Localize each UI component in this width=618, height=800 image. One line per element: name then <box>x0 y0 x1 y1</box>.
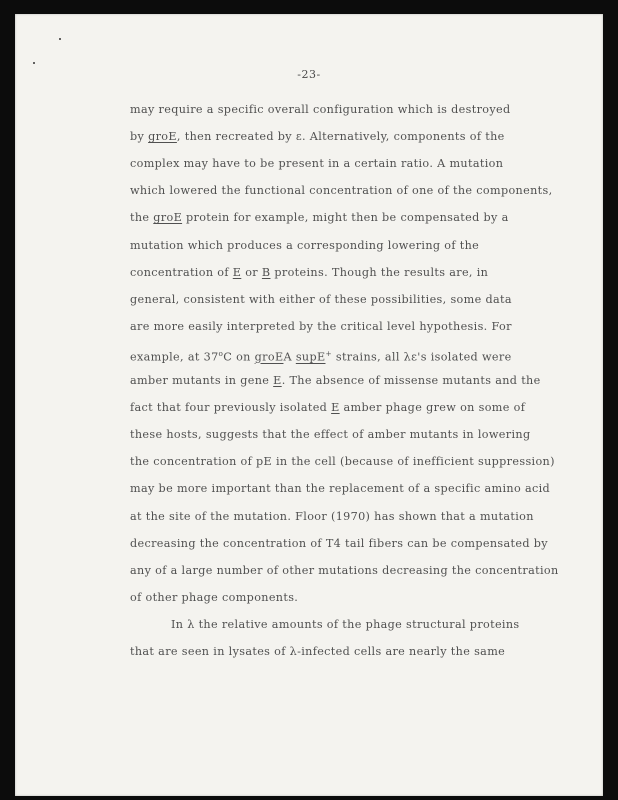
text-segment: decreasing the concentration of T4 tail fibers can be compensated by <box>130 536 548 550</box>
text-segment: general, consistent with either of these possibilities, some data <box>130 292 512 306</box>
text-segment: may be more important than the replacement of a specific amino acid <box>130 482 551 496</box>
underlined-text: E <box>273 374 282 387</box>
text-line <box>130 320 512 334</box>
text-line <box>130 293 512 307</box>
text-line <box>130 211 509 225</box>
text-line <box>130 401 525 415</box>
text-segment: In λ the relative amounts of the phage structural proteins <box>171 617 520 631</box>
text-line <box>130 455 555 469</box>
text-segment: protein for example, might then be compensated by a <box>182 211 509 225</box>
text-segment: A <box>283 350 296 364</box>
text-segment: mutation which produces a corresponding lowering of the <box>130 238 480 252</box>
text-segment: amber phage grew on some of <box>339 401 526 415</box>
text-line <box>130 374 541 388</box>
text-line <box>130 537 548 551</box>
text-segment: strains, all λε's isolated were <box>331 350 512 364</box>
text-segment: of other phage components. <box>130 590 299 604</box>
text-segment: that are seen in lysates of λ-infected cells are nearly the same <box>130 645 506 658</box>
text-segment: or <box>241 265 262 279</box>
text-segment: are more easily interpreted by the critical level hypothesis. For <box>130 319 512 333</box>
text-segment: may require a specific overall configuration which is destroyed <box>130 103 511 116</box>
text-segment: fact that four previously isolated <box>130 401 332 415</box>
superscript-text: + <box>325 348 332 358</box>
text-segment: the concentration of pE in the cell (because of inefficient suppression) <box>130 455 555 469</box>
underlined-text: supE <box>295 350 326 364</box>
text-line <box>130 347 512 365</box>
text-line <box>130 239 479 253</box>
document-page <box>15 14 603 796</box>
text-line <box>130 103 511 117</box>
underlined-text: groE <box>254 350 284 364</box>
text-segment: the <box>130 211 154 225</box>
text-line <box>130 564 559 578</box>
text-segment: example, at 37 <box>130 350 219 364</box>
underlined-text: groE <box>153 211 183 225</box>
text-segment: , then recreated by ε. Alternatively, components of the <box>176 130 505 144</box>
text-line <box>130 130 505 144</box>
text-segment: C on <box>223 350 255 364</box>
text-line <box>130 482 550 496</box>
text-segment: concentration of <box>130 265 233 279</box>
text-segment: any of a large number of other mutations decreasing the concentration <box>130 563 559 577</box>
underlined-text: groE <box>148 130 177 144</box>
speck-mark <box>33 62 35 64</box>
text-line <box>130 645 505 659</box>
text-line <box>130 184 552 198</box>
text-segment: . The absence of missense mutants and the <box>281 374 541 387</box>
text-segment: by <box>130 130 149 144</box>
speck-mark <box>59 38 61 40</box>
underlined-text: E <box>331 401 340 415</box>
text-segment: complex may have to be present in a certain ratio. A mutation <box>130 157 504 171</box>
page-number: -23- <box>297 68 321 81</box>
text-segment: at the site of the mutation. Floor (1970) has shown that a mutation <box>130 509 534 523</box>
text-segment: which lowered the functional concentration of one of the components, <box>130 184 553 198</box>
text-segment: proteins. Though the results are, in <box>270 265 489 279</box>
text-segment: amber mutants in gene <box>130 374 274 387</box>
underlined-text: B <box>261 265 271 279</box>
text-line <box>171 618 520 632</box>
text-line <box>130 266 488 280</box>
underlined-text: E <box>232 265 242 279</box>
text-line <box>130 157 503 171</box>
text-segment: these hosts, suggests that the effect of amber mutants in lowering <box>130 428 531 442</box>
superscript-text: o <box>218 348 224 358</box>
text-line <box>130 591 298 605</box>
text-line <box>130 428 530 442</box>
text-line <box>130 510 534 524</box>
